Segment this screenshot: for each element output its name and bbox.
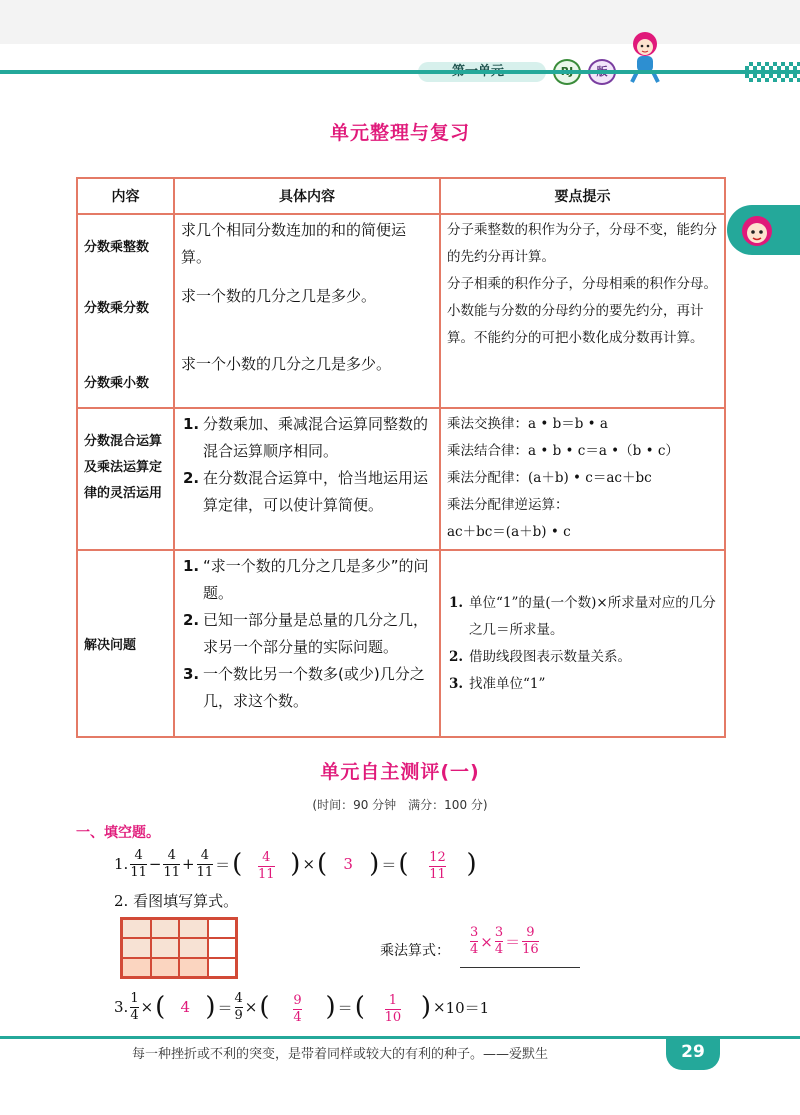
topic-name: 分数乘小数 xyxy=(84,376,150,391)
list-text: 分数乘加、乘减混合运算同整数的混合运算顺序相同。 xyxy=(203,415,429,460)
answer-blank[interactable] xyxy=(244,847,288,882)
list-text: 单位“1”的量(一个数)×所求量对应的几分之几＝所求量。 xyxy=(469,594,716,638)
fraction: $\frac{4}{11}$ xyxy=(196,847,214,880)
operator: × xyxy=(244,998,258,1016)
question-number: 1. xyxy=(114,855,129,873)
paren-open: ( xyxy=(155,992,166,1022)
tip-text: 乘法分配律：(a＋b) • c＝ac＋bc xyxy=(447,470,652,486)
paren-close: ) xyxy=(290,849,301,879)
list-item xyxy=(181,661,433,715)
grid-figure xyxy=(120,917,238,979)
equation-tail: 10＝1 xyxy=(445,998,490,1017)
review-table xyxy=(76,177,726,738)
list-item xyxy=(181,553,433,607)
tip-text: 乘法结合律：a • b • c＝a •（b • c） xyxy=(447,443,679,459)
paren-open: ( xyxy=(259,992,270,1022)
page-number: 29 xyxy=(666,1036,720,1070)
paren-open: ( xyxy=(398,849,409,879)
column-header: 要点提示 xyxy=(440,178,725,214)
list-item xyxy=(447,590,718,644)
list-text: 一个数比另一个数多(或少)几分之几，求这个数。 xyxy=(203,665,425,710)
multiplication-label: 乘法算式： xyxy=(380,943,450,959)
answer-fraction: $\frac{4}{11}$ xyxy=(258,849,275,882)
paren-open: ( xyxy=(232,849,243,879)
content-cell xyxy=(174,550,440,737)
content-text: 求几个相同分数连加的和的简便运算。 xyxy=(181,221,407,266)
list-item xyxy=(181,465,433,519)
paren-close: ) xyxy=(325,992,336,1022)
operator: ＝ xyxy=(217,998,233,1017)
question-number: 3. xyxy=(114,998,129,1016)
exam-meta: (时间：90 分钟 满分：100 分) xyxy=(312,798,488,812)
topic-cell xyxy=(77,214,174,408)
answer-fraction: $\frac{9}{16}$ xyxy=(522,925,539,957)
mascot-icon xyxy=(622,28,668,84)
tip-text: 乘法分配律逆运算： xyxy=(447,497,569,513)
table-row xyxy=(77,408,725,550)
list-number: 1. xyxy=(183,557,200,575)
topic-cell xyxy=(77,550,174,737)
list-number: 1. xyxy=(449,594,464,611)
table-header-row xyxy=(77,178,725,214)
list-text: “求一个数的几分之几是多少”的问题。 xyxy=(203,557,429,602)
operator: ＝ xyxy=(337,998,353,1017)
operator: + xyxy=(181,855,195,873)
question-text: 2. 看图填写算式。 xyxy=(114,891,239,910)
content-cell xyxy=(174,408,440,550)
header-band xyxy=(0,0,800,44)
fraction: $\frac{4}{11}$ xyxy=(163,847,180,880)
tip-text: 分子相乘的积作分子，分母相乘的积作分母。 xyxy=(447,276,717,292)
column-header: 具体内容 xyxy=(174,178,440,214)
tip-cell xyxy=(440,550,725,737)
answer-underline xyxy=(460,967,580,968)
operator: ＝ xyxy=(215,855,231,874)
content-text: 求一个小数的几分之几是多少。 xyxy=(181,355,392,373)
operator: ＝ xyxy=(381,855,397,874)
tip-cell xyxy=(440,408,725,550)
list-number: 2. xyxy=(183,469,200,487)
answer-blank[interactable]: 3 xyxy=(343,855,353,873)
review-title: 单元整理与复习 xyxy=(329,122,470,144)
topic-cell xyxy=(77,408,174,550)
operator: ＝ xyxy=(505,933,521,951)
paren-close: ) xyxy=(420,992,431,1022)
operator: × xyxy=(140,998,154,1016)
fox-face-icon xyxy=(738,211,776,249)
tip-text: ac＋bc＝(a＋b) • c xyxy=(447,524,571,540)
tip-cell xyxy=(440,214,725,408)
list-text: 已知一部分量是总量的几分之几，求另一个部分量的实际问题。 xyxy=(203,611,429,656)
topic-name: 分数混合运算及乘法运算定律的灵活运用 xyxy=(84,434,163,501)
operator: × xyxy=(480,932,493,951)
list-item xyxy=(447,644,718,671)
header-rule xyxy=(0,70,800,74)
tip-text: 分子乘整数的积作为分子，分母不变，能约分的先约分再计算。 xyxy=(447,222,717,265)
paren-close: ) xyxy=(369,849,380,879)
fraction: $\frac{4}{9}$ xyxy=(234,990,243,1023)
exam-title: 单元自主测评(一) xyxy=(320,761,480,783)
list-text: 借助线段图表示数量关系。 xyxy=(469,648,631,665)
paren-close: ) xyxy=(466,849,477,879)
column-header: 内容 xyxy=(77,178,174,214)
list-number: 2. xyxy=(183,611,200,629)
topic-name: 解决问题 xyxy=(84,638,137,653)
content-cell xyxy=(174,214,440,408)
section-heading: 一、填空题。 xyxy=(76,825,160,841)
list-text: 找准单位“1” xyxy=(469,675,546,692)
operator: × xyxy=(302,855,316,873)
topic-name: 分数乘分数 xyxy=(84,301,150,316)
fraction: $\frac{4}{11}$ xyxy=(130,847,147,880)
answer-fraction: $\frac{3}{4}$ xyxy=(494,925,504,957)
question-3 xyxy=(114,985,489,1029)
paren-open: ( xyxy=(317,849,328,879)
list-number: 1. xyxy=(183,415,200,433)
answer-blank[interactable] xyxy=(272,990,324,1025)
list-text: 在分数混合运算中，恰当地运用运算定律，可以使计算简便。 xyxy=(203,469,429,514)
list-item xyxy=(447,671,718,698)
answer-fraction: $\frac{12}{11}$ xyxy=(429,849,446,882)
header-checker-decoration xyxy=(745,62,800,82)
table-row xyxy=(77,550,725,737)
content-text: 求一个数的几分之几是多少。 xyxy=(181,287,377,305)
operator: − xyxy=(148,855,162,873)
multiplication-answer[interactable] xyxy=(468,926,541,957)
answer-blank[interactable]: 4 xyxy=(180,998,191,1016)
answer-blank[interactable] xyxy=(411,847,465,882)
table-row xyxy=(77,214,725,408)
operator: × xyxy=(433,998,446,1016)
paren-close: ) xyxy=(205,992,216,1022)
paren-open: ( xyxy=(354,992,365,1022)
answer-fraction: $\frac{9}{4}$ xyxy=(293,992,302,1025)
fraction: $\frac{1}{4}$ xyxy=(130,990,139,1023)
answer-fraction: $\frac{1}{10}$ xyxy=(384,992,402,1025)
topic-name: 分数乘整数 xyxy=(84,240,150,255)
tip-text: 乘法交换律：a • b＝b • a xyxy=(447,416,608,432)
question-2 xyxy=(114,888,238,912)
list-item xyxy=(181,411,433,465)
list-number: 2. xyxy=(449,648,464,665)
answer-fraction: $\frac{3}{4}$ xyxy=(470,925,479,957)
list-number: 3. xyxy=(449,675,464,692)
list-number: 3. xyxy=(183,665,200,683)
tip-text: 小数能与分数的分母约分的要先约分，再计算。不能约分的可把小数化成分数再计算。 xyxy=(447,303,704,346)
list-item xyxy=(181,607,433,661)
footer-quote: 每一种挫折或不利的突变，是带着同样或较大的有利的种子。——爱默生 xyxy=(131,1047,548,1062)
question-1 xyxy=(114,842,479,886)
answer-blank[interactable] xyxy=(367,990,419,1025)
